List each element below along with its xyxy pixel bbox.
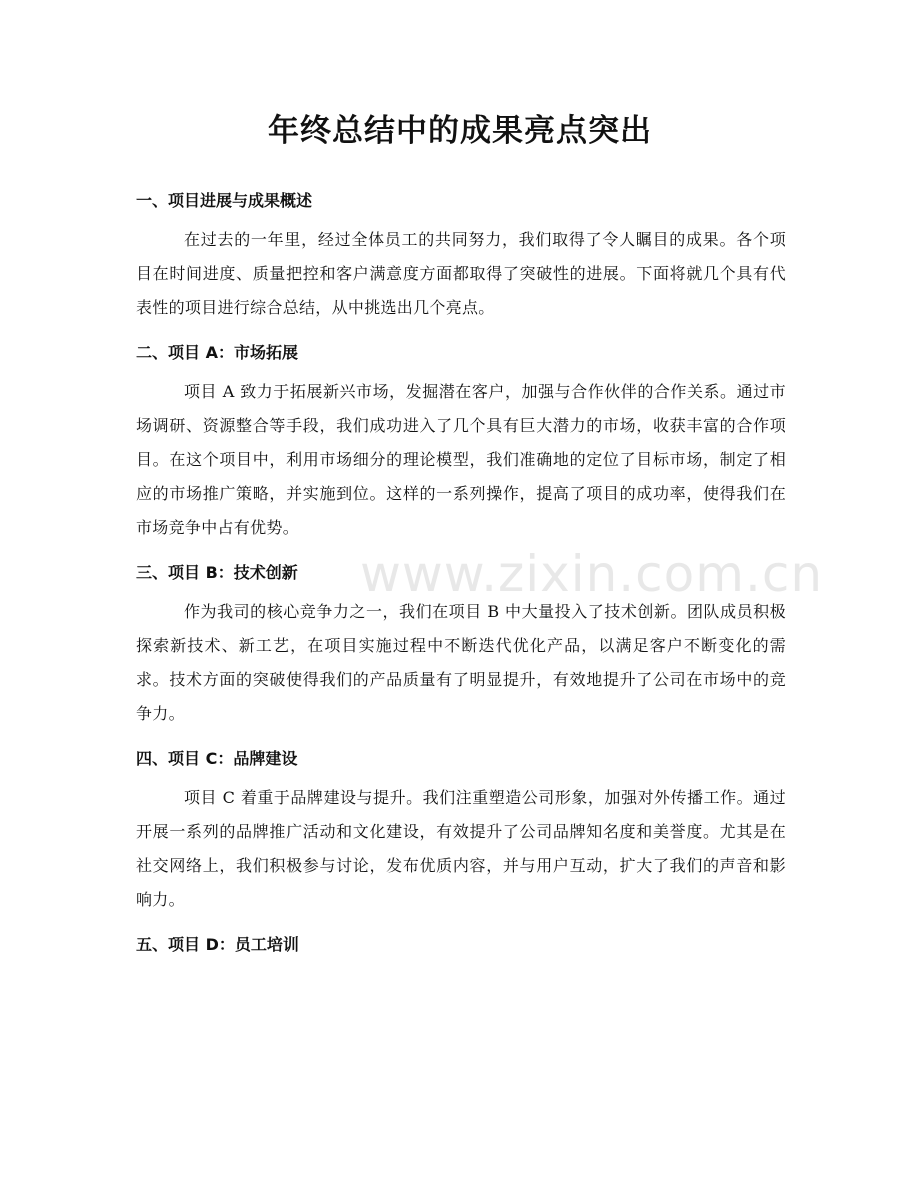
section-paragraph: 在过去的一年里，经过全体员工的共同努力，我们取得了令人瞩目的成果。各个项目在时间进度、质量把控和客户满意度方面都取得了突破性的进展。下面将就几个具有代表性的项目进行综合总结，从中挑选出几个亮点。 <box>136 230 786 317</box>
section-paragraph: 项目 A 致力于拓展新兴市场，发掘潜在客户，加强与合作伙伴的合作关系。通过市场调研、资源整合等手段，我们成功进入了几个具有巨大潜力的市场，收获丰富的合作项目。在这个项目中，利用市场细分的理论模型，我们准确地的定位了目标市场，制定了相应的市场推广策略，并实施到位。这样的一系列操作，提高了项目的成功率，使得我们在市场竞争中占有优势。 <box>136 382 786 537</box>
section-4 <box>136 742 786 917</box>
section-3 <box>136 556 786 731</box>
section-heading: 五、项目 D：员工培训 <box>136 935 299 954</box>
watermark-text: www.zixin.com.cn <box>360 545 824 603</box>
document-title: 年终总结中的成果亮点突出 <box>268 113 652 149</box>
section-1 <box>136 184 786 325</box>
section-5 <box>136 928 786 962</box>
section-paragraph: 作为我司的核心竞争力之一，我们在项目 B 中大量投入了技术创新。团队成员积极探索新技术、新工艺，在项目实施过程中不断迭代优化产品，以满足客户不断变化的需求。技术方面的突破使得我们的产品质量有了明显提升，有效地提升了公司在市场中的竞争力。 <box>136 602 786 723</box>
section-paragraph: 项目 C 着重于品牌建设与提升。我们注重塑造公司形象，加强对外传播工作。通过开展一系列的品牌推广活动和文化建设，有效提升了公司品牌知名度和美誉度。尤其是在社交网络上，我们积极参与讨论，发布优质内容，并与用户互动，扩大了我们的声音和影响力。 <box>136 788 786 909</box>
section-heading: 一、项目进展与成果概述 <box>136 191 313 210</box>
section-heading: 二、项目 A：市场拓展 <box>136 343 298 362</box>
document-body <box>136 184 786 967</box>
section-heading: 四、项目 C：品牌建设 <box>136 749 298 768</box>
section-heading: 三、项目 B：技术创新 <box>136 563 298 582</box>
section-2 <box>136 336 786 545</box>
